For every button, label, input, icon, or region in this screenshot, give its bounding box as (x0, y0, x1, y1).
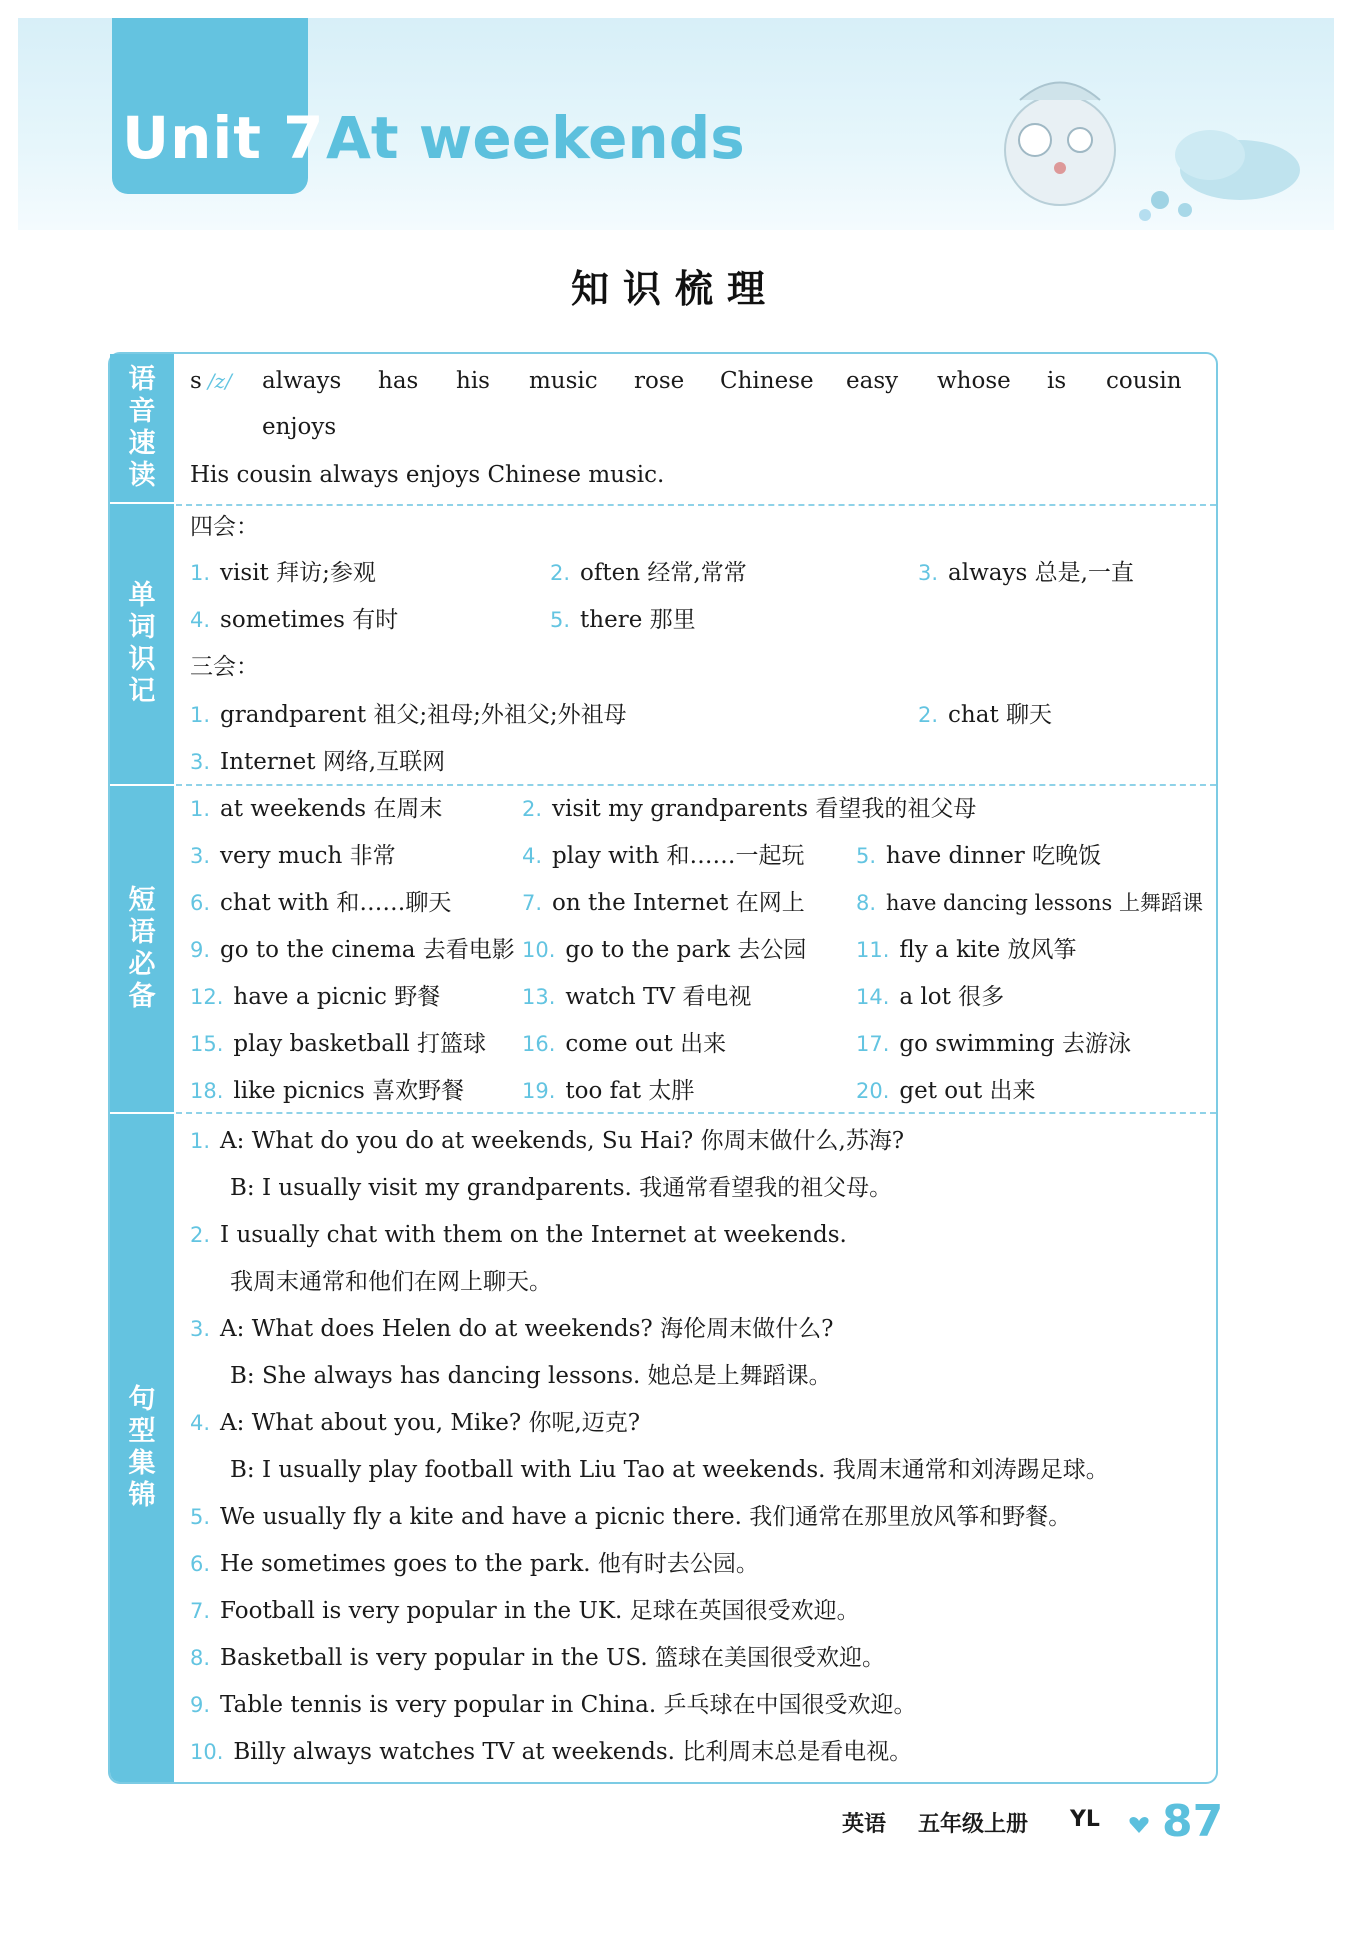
sentence-item: 4. A: What about you, Mike? 你呢,迈克? (190, 1410, 641, 1436)
side-label-sentences: 句型集锦 (110, 1114, 174, 1782)
sentence-item: 3. A: What does Helen do at weekends? 海伦周末做什么? (190, 1316, 834, 1342)
pron-word: enjoys (262, 414, 337, 440)
phrase-item: 4. play with 和……一起玩 (522, 843, 805, 869)
pron-word: is (1047, 368, 1067, 394)
pron-word: rose (634, 368, 685, 394)
phrase-item: 3. very much 非常 (190, 843, 396, 869)
sentence-item: B: I usually play football with Liu Tao at weekends. 我周末通常和刘涛踢足球。 (230, 1457, 1109, 1483)
phrase-item: 5. have dinner 吃晚饭 (856, 843, 1102, 869)
pron-word: his (456, 368, 490, 394)
pron-word: cousin (1106, 368, 1182, 394)
side-label-phrases: 短语必备 (110, 786, 174, 1112)
footer-grade: 五年级上册 (918, 1812, 1029, 1837)
vocab-item: 4. sometimes 有时 (190, 607, 399, 633)
vocab-item: 1. visit 拜访;参观 (190, 560, 376, 586)
section-divider (176, 504, 1216, 506)
phrase-item: 7. on the Internet 在网上 (522, 890, 805, 916)
phrase-item: 2. visit my grandparents 看望我的祖父母 (522, 796, 977, 822)
heart-icon (1127, 1815, 1151, 1835)
sentence-item: 我周末通常和他们在网上聊天。 (230, 1269, 552, 1295)
sentence-item: 10. Billy always watches TV at weekends. 比利周末总是看电视。 (190, 1739, 913, 1765)
pron-word: music (529, 368, 598, 394)
phrase-item: 13. watch TV 看电视 (522, 984, 752, 1010)
pronunciation-letter: s /z/ (190, 368, 232, 394)
phrase-item: 12. have a picnic 野餐 (190, 984, 441, 1010)
phrase-item: 20. get out 出来 (856, 1078, 1036, 1104)
sentence-item: 5. We usually fly a kite and have a picnic there. 我们通常在那里放风筝和野餐。 (190, 1504, 1072, 1530)
vocab-item: 3. always 总是,一直 (918, 560, 1134, 586)
vocab-item: 2. chat 聊天 (918, 702, 1053, 728)
phrase-item: 10. go to the park 去公园 (522, 937, 807, 963)
sentence-item: 1. A: What do you do at weekends, Su Hai? 你周末做什么,苏海? (190, 1128, 905, 1154)
phrase-item: 18. like picnics 喜欢野餐 (190, 1078, 465, 1104)
phrase-item: 6. chat with 和……聊天 (190, 890, 452, 916)
phrase-item: 15. play basketball 打篮球 (190, 1031, 486, 1057)
side-label-vocab: 单词识记 (110, 504, 174, 784)
phrase-item: 17. go swimming 去游泳 (856, 1031, 1131, 1057)
footer-subject: 英语 (842, 1812, 887, 1837)
vocab-item: 1. grandparent 祖父;祖母;外祖父;外祖母 (190, 702, 627, 728)
unit-label: Unit 7 (122, 104, 325, 172)
phrase-item: 9. go to the cinema 去看电影 (190, 937, 515, 963)
section-title: 知识梳理 (570, 266, 779, 311)
phrase-item: 19. too fat 太胖 (522, 1078, 695, 1104)
phrase-item: 11. fly a kite 放风筝 (856, 937, 1077, 963)
pron-word: has (378, 368, 419, 394)
sentence-item: 2. I usually chat with them on the Internet at weekends. (190, 1222, 847, 1248)
phrase-item: 8. have dancing lessons 上舞蹈课 (856, 891, 1203, 915)
page-number: 87 (1162, 1796, 1224, 1847)
vocab-item: 3. Internet 网络,互联网 (190, 749, 446, 775)
phrase-item: 14. a lot 很多 (856, 984, 1005, 1010)
unit-title: At weekends (326, 104, 745, 172)
pron-word: Chinese (720, 368, 814, 394)
four-skill-label: 四会： (190, 514, 259, 540)
sentence-item: 8. Basketball is very popular in the US. 篮球在美国很受欢迎。 (190, 1645, 885, 1671)
phrase-item: 1. at weekends 在周末 (190, 796, 443, 822)
vocab-item: 5. there 那里 (550, 607, 696, 633)
section-divider (176, 784, 1216, 786)
mascot-illustration (940, 60, 1320, 230)
sentence-item: 7. Football is very popular in the UK. 足球在英国很受欢迎。 (190, 1598, 860, 1624)
section-divider (176, 1112, 1216, 1114)
sentence-item: B: She always has dancing lessons. 她总是上舞蹈课。 (230, 1363, 832, 1389)
three-skill-label: 三会： (190, 654, 259, 680)
pron-word: easy (846, 368, 899, 394)
phrase-item: 16. come out 出来 (522, 1031, 727, 1057)
vocab-item: 2. often 经常,常常 (550, 560, 747, 586)
pron-word: always (262, 368, 342, 394)
footer-edition: YL (1070, 1807, 1100, 1832)
sentence-item: 9. Table tennis is very popular in China. 乒乓球在中国很受欢迎。 (190, 1692, 917, 1718)
pron-word: whose (937, 368, 1011, 394)
side-label-pronunciation: 语音速读 (110, 354, 174, 502)
sentence-item: B: I usually visit my grandparents. 我通常看望我的祖父母。 (230, 1175, 893, 1201)
sentence-item: 6. He sometimes goes to the park. 他有时去公园。 (190, 1551, 759, 1577)
pronunciation-sentence: His cousin always enjoys Chinese music. (190, 462, 665, 488)
